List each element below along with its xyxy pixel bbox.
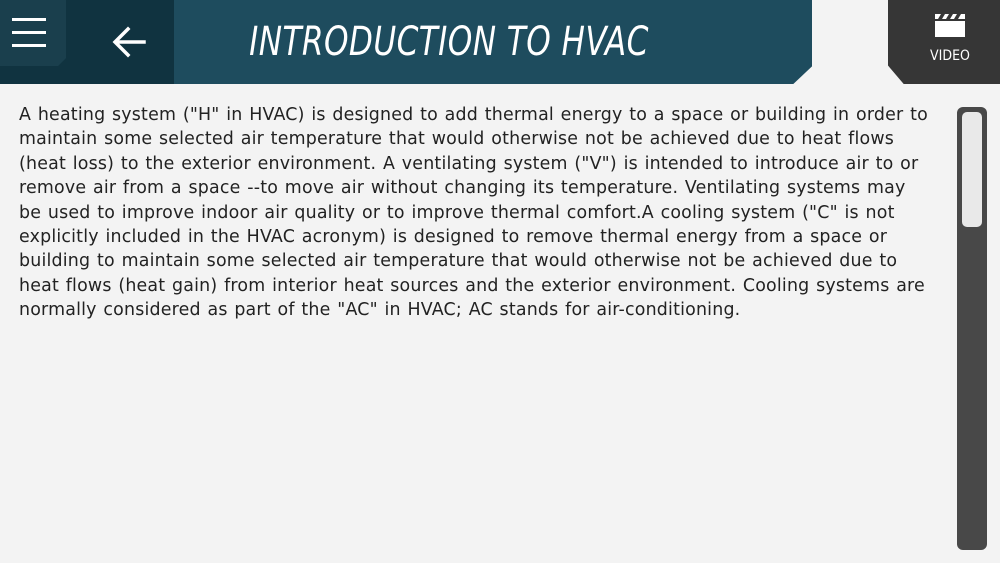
menu-button[interactable] bbox=[0, 0, 66, 66]
video-label: VIDEO bbox=[930, 48, 970, 64]
body-text: A heating system ("H" in HVAC) is designed to add thermal energy to a space or building in order to maintain some selected air temperature that would otherwise not be achieved due to heat flows (heat loss) to the exterior environment. A ventilating system ("V") is intended to introduce air to or remove air from a space --to move air without changing its temperature. Ventilating systems may be used to improve indoor air quality or to improve thermal comfort.A cooling system ("C" is not explicitly included in the HVAC acronym) is designed to remove thermal energy from a space or building to maintain some selected air temperature that would otherwise not be achieved due to heat flows (heat gain) from interior heat sources and the exterior environment. Cooling systems are normally considered as part of the "AC" in HVAC; AC stands for air-conditioning. bbox=[19, 105, 928, 321]
clapperboard-icon bbox=[934, 12, 966, 38]
arrow-left-icon bbox=[111, 26, 147, 58]
scrollbar-thumb[interactable] bbox=[962, 112, 982, 227]
page-title: INTRODUCTION TO HVAC bbox=[249, 19, 649, 65]
back-button[interactable] bbox=[96, 14, 162, 70]
